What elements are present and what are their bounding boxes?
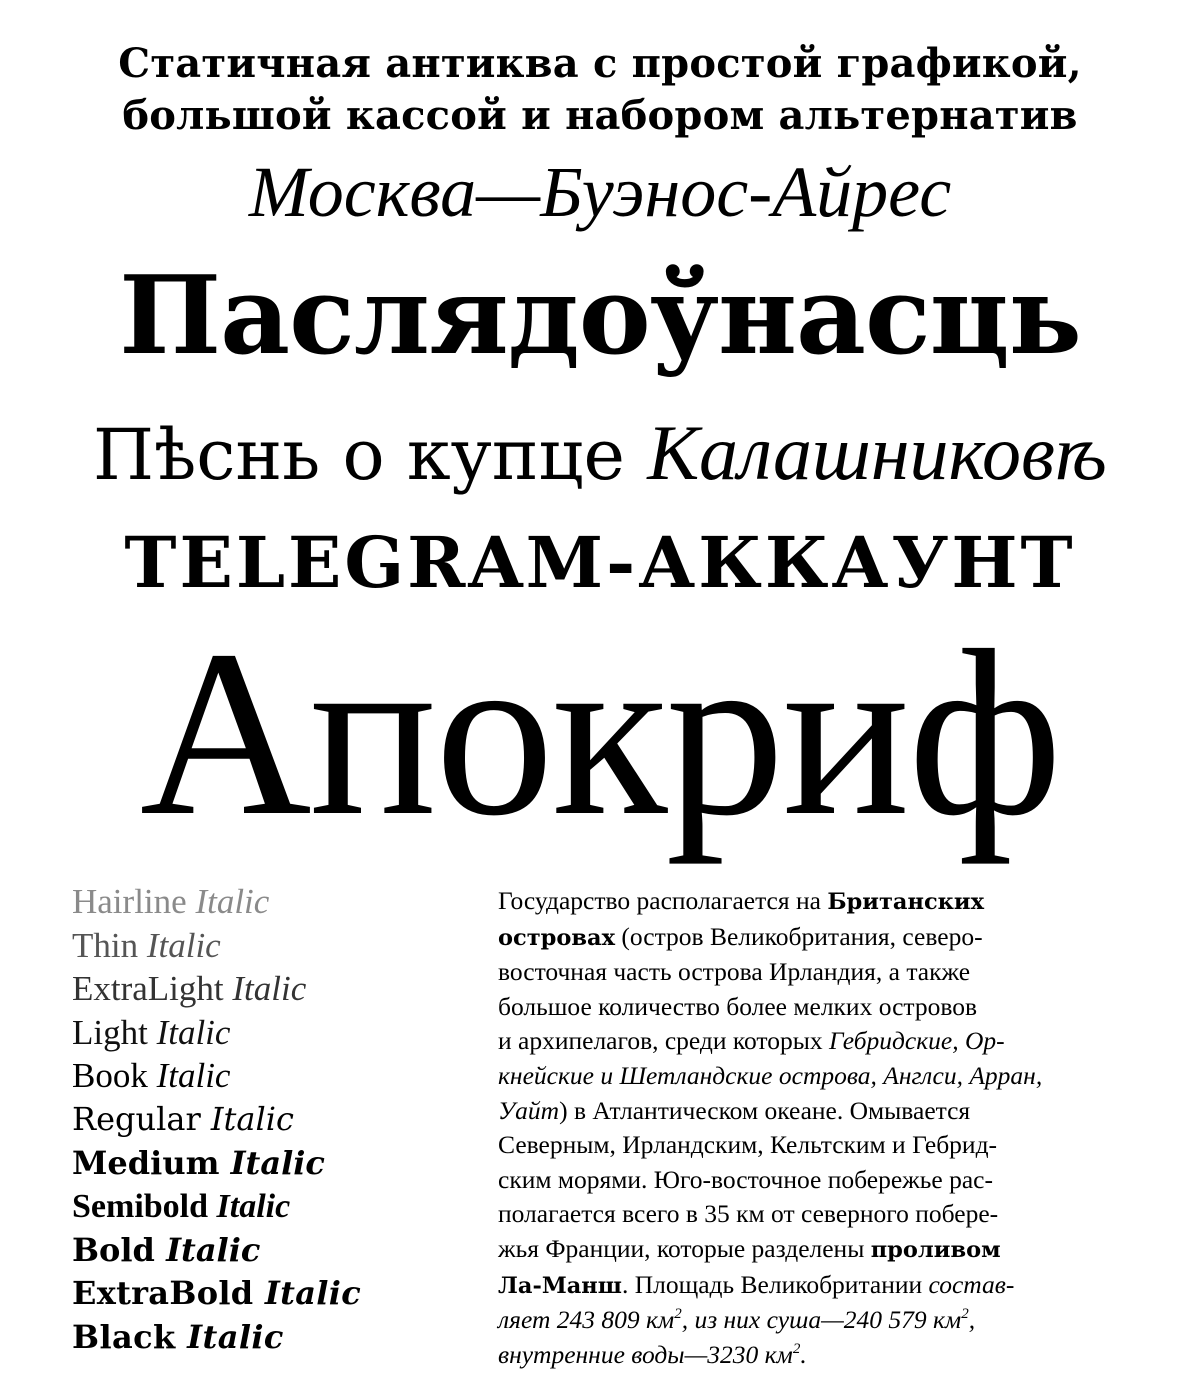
paragraph-line [498,1303,1158,1338]
weight-regular [72,1098,472,1142]
paragraph-line [498,1024,1158,1059]
text-run: Государство располагается на [498,886,828,915]
weight-name: Light [72,1012,157,1052]
weight-name: Bold [72,1230,167,1269]
text-run: (остров Великобритания, северо- [615,921,983,951]
text-run-italic: Уайт [498,1095,560,1125]
weight-medium [72,1142,472,1186]
paragraph-line [498,1094,1158,1129]
paragraph-line: ским морями. Юго-восточное побережье рас- [498,1164,993,1194]
weight-italic: Italic [166,1230,261,1269]
weights-list [72,880,472,1360]
weight-bold [72,1229,472,1273]
superscript: 2 [792,1340,801,1357]
weight-light [72,1011,472,1055]
weight-italic: Italic [210,1099,294,1138]
text-run: и архипелагов, среди которых [498,1026,829,1056]
sample-pesn-regular: Пѣснь о купце [93,414,648,496]
headline-line-1: Статичная антиква с простой графикой, [118,40,1082,87]
weight-black [72,1316,472,1360]
weight-italic: Italic [156,1012,231,1052]
weight-italic: Italic [146,925,221,965]
superscript: 2 [674,1306,682,1323]
weight-italic: Italic [156,1056,231,1096]
text-run: . Площадь Великобритании [621,1269,929,1299]
weight-hairline [72,880,472,924]
weight-name: Hairline [72,882,196,921]
text-run-bold: Ла-Манш [498,1272,622,1299]
weight-name: ExtraLight [72,969,233,1009]
weight-name: Book [72,1056,157,1096]
text-run-italic: внутренние воды—3230 км [498,1339,793,1369]
paragraph-line: восточная часть острова Ирландия, а также [498,957,971,987]
sample-moscow-italic: Москва—Буэнос-Айрес [248,152,952,232]
text-run: ) в Атлантическом океане. Омывается [559,1095,971,1125]
weight-name: Thin [72,925,147,965]
weight-italic: Italic [264,1274,361,1313]
weight-italic: Italic [195,882,270,921]
sample-pesn [60,409,1140,496]
sample-belarusian-black: Паслядоўнасць [119,253,1081,379]
text-run-italic: состав- [928,1269,1015,1299]
superscript: 2 [961,1306,969,1323]
weight-name: Regular [72,1099,211,1138]
paragraph-line [498,1232,1158,1268]
weight-extralight [72,967,472,1011]
paragraph-line: полагается всего в 35 км от северного побере- [498,1199,999,1229]
body-paragraph [498,884,1158,1372]
weight-italic: Italic [230,1143,325,1182]
text-run-italic: , [968,1305,976,1335]
sample-telegram-caps: TELEGRAM-АККАУНТ [124,521,1076,604]
paragraph-line: большое количество более мелких островов [498,991,978,1021]
weight-name: Semibold [72,1188,217,1226]
paragraph-line: кнейские и Шетландские острова, Англси, Арран, [498,1060,1043,1090]
weight-extrabold [72,1272,472,1316]
weight-name: Black [72,1317,188,1356]
weight-thin [72,924,472,968]
weight-name: ExtraBold [72,1274,265,1313]
weight-italic: Italic [187,1317,284,1356]
paragraph-line [498,1338,1158,1373]
text-run-bold: проливом [870,1236,1001,1263]
text-run-italic: . [800,1339,807,1369]
paragraph-line [498,920,1158,956]
paragraph-line [498,884,1158,920]
text-run-bold: Британских [827,889,984,915]
weight-name: Medium [72,1143,231,1182]
headline-line-2: большой кассой и набором альтернатив [122,92,1078,139]
paragraph-line [498,1268,1158,1304]
sample-pesn-italic: Калашниковѣ [647,409,1107,496]
paragraph-line: Северным, Ирландским, Кельтским и Гебрид- [498,1130,998,1160]
weight-italic: Italic [216,1188,291,1226]
text-run: жья Франции, которые разделены [498,1233,871,1263]
text-run-italic: , из них суша—240 579 км [681,1305,962,1335]
text-run-italic: ляет 243 809 км [498,1305,675,1335]
weight-semibold [72,1185,472,1229]
text-run-bold: островах [498,924,616,951]
text-run-italic: Гебридские, Ор- [828,1026,1005,1056]
weight-book [72,1054,472,1098]
weight-italic: Italic [232,969,307,1009]
sample-apokrif-hairline: Апокриф [139,602,1061,865]
